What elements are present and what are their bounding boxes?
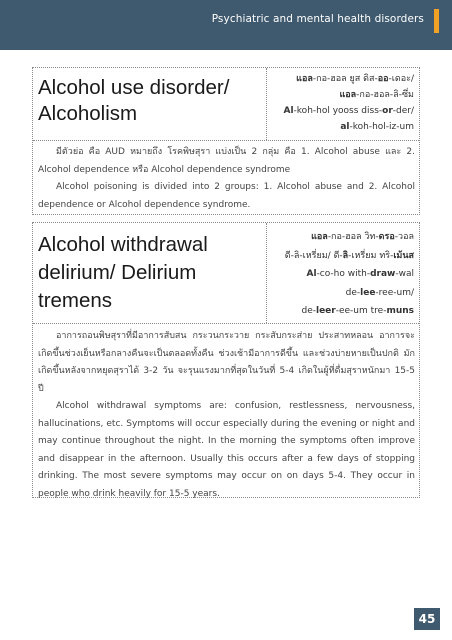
stressed-syllable: al xyxy=(340,122,350,132)
syllable-text: de- xyxy=(345,287,361,298)
term-line: tremens xyxy=(38,289,113,312)
entry-description xyxy=(33,323,419,503)
syllable-text: de- xyxy=(301,306,316,316)
desc-paragraph-thai: มีตัวย่อ คือ AUD หมายถึง โรคพิษสุรา แบ่งเป็น 2 กลุ่ม คือ 1. Alcohol abuse และ 2. Alcohol dependence หรือ Alcohol dependence syndrome xyxy=(38,147,415,175)
stressed-syllable: แอล xyxy=(311,232,328,242)
syllable-text: -co-ho with- xyxy=(316,269,371,279)
pronunciation-line xyxy=(271,247,414,266)
stressed-syllable: or xyxy=(382,106,393,116)
pronunciation-line xyxy=(271,302,414,321)
syllable-text: -กอ-ฮอล วิท- xyxy=(327,232,379,242)
stressed-syllable: lee xyxy=(360,287,376,298)
stressed-syllable: ดรอ xyxy=(378,232,395,242)
entry-term xyxy=(33,68,267,140)
syllable-text: -วอล xyxy=(394,232,414,242)
term-line: Alcohol withdrawal xyxy=(38,233,208,256)
syllable-text: -ee-um tre- xyxy=(335,306,387,316)
entry-alcohol-withdrawal-delirium xyxy=(32,222,420,498)
syllable-text: -wal xyxy=(395,269,414,279)
stressed-syllable: เม้นส xyxy=(393,250,414,261)
pronunciation-line xyxy=(271,119,414,135)
stressed-syllable: leer xyxy=(315,306,336,316)
desc-paragraph-english: Alcohol poisoning is divided into 2 groups: 1. Alcohol abuse and 2. Alcohol dependence or Alcohol dependence syndrome. xyxy=(38,182,415,210)
syllable-text: ดี-ลิ-เหรี่ยม/ ดี- xyxy=(284,250,343,261)
stressed-syllable: Al xyxy=(306,269,317,279)
stressed-syllable: ลิ xyxy=(342,250,349,261)
pronunciation-line xyxy=(271,87,414,103)
stressed-syllable: แอล xyxy=(339,90,357,100)
stressed-syllable: draw xyxy=(370,269,396,279)
desc-paragraph-thai: อาการถอนพิษสุราที่มีอาการสับสน กระวนกระวาย กระสับกระส่าย ประสาทหลอน อาการจะเกิดขึ้นช่วงเย็นหรือกลางคืนจะเป็นตลอดทั้งคืน ช่วงเช้ามีอาการดีขึ้น และช่วงบ่ายหายเป็นปกติ มักเกิดขึ้นหลังจากหยุดสุราได้ 3-2 วัน จะรุนแรงมากที่สุดในวันที่ 5-4 เกิดในผู้ที่ดื่มสุราหนักมา 15-5 ปี xyxy=(38,331,415,394)
pronunciation-line xyxy=(271,71,414,87)
pronunciation-line xyxy=(271,228,414,247)
syllable-text: -เดอะ/ xyxy=(388,74,414,84)
entry-alcohol-use-disorder xyxy=(32,67,420,215)
syllable-text: -koh-hol yooss diss- xyxy=(293,106,383,116)
syllable-text: -กอ-ฮอล-ลิ-ซึ่ม xyxy=(356,90,414,100)
stressed-syllable: Al xyxy=(283,106,294,116)
header-accent-mark xyxy=(434,9,439,33)
stressed-syllable: ออ xyxy=(377,74,389,84)
page-number: 45 xyxy=(414,608,440,630)
header-bar xyxy=(0,0,452,50)
term-line: delirium/ Delirium xyxy=(38,261,197,284)
pronunciation-line xyxy=(271,265,414,284)
stressed-syllable: แอล xyxy=(296,74,313,84)
term-line: Alcoholism xyxy=(38,102,138,125)
term-line: Alcohol use disorder/ xyxy=(38,76,230,99)
entry-pronunciation xyxy=(267,68,419,140)
entry-term xyxy=(33,223,267,323)
entry-description xyxy=(33,140,419,214)
pronunciation-line xyxy=(271,103,414,119)
syllable-text: -ree-um/ xyxy=(375,287,414,298)
syllable-text: -koh-hol-iz-um xyxy=(349,122,414,132)
entry-pronunciation xyxy=(267,223,419,323)
stressed-syllable: muns xyxy=(386,306,414,316)
syllable-text: -เหรี่ยม ทริ- xyxy=(348,250,394,261)
syllable-text: -der/ xyxy=(392,106,414,116)
syllable-text: -กอ-ฮอล ยูส ดิส- xyxy=(312,74,378,84)
pronunciation-line xyxy=(271,284,414,303)
desc-paragraph-english: Alcohol withdrawal symptoms are: confusion, restlessness, nervousness, hallucinations, etc. Symptoms will occur especially during the evening or night and may continue throughout the night. In the morning the symptoms often improve and disappear in the afternoon. Usually this occurs after a few days of stopping drinking. The most severe symptoms may occur on on days 5-4. They occur in people who drink heavily for 15-5 years. xyxy=(38,401,415,499)
header-title: Psychiatric and mental health disorders xyxy=(211,13,424,25)
